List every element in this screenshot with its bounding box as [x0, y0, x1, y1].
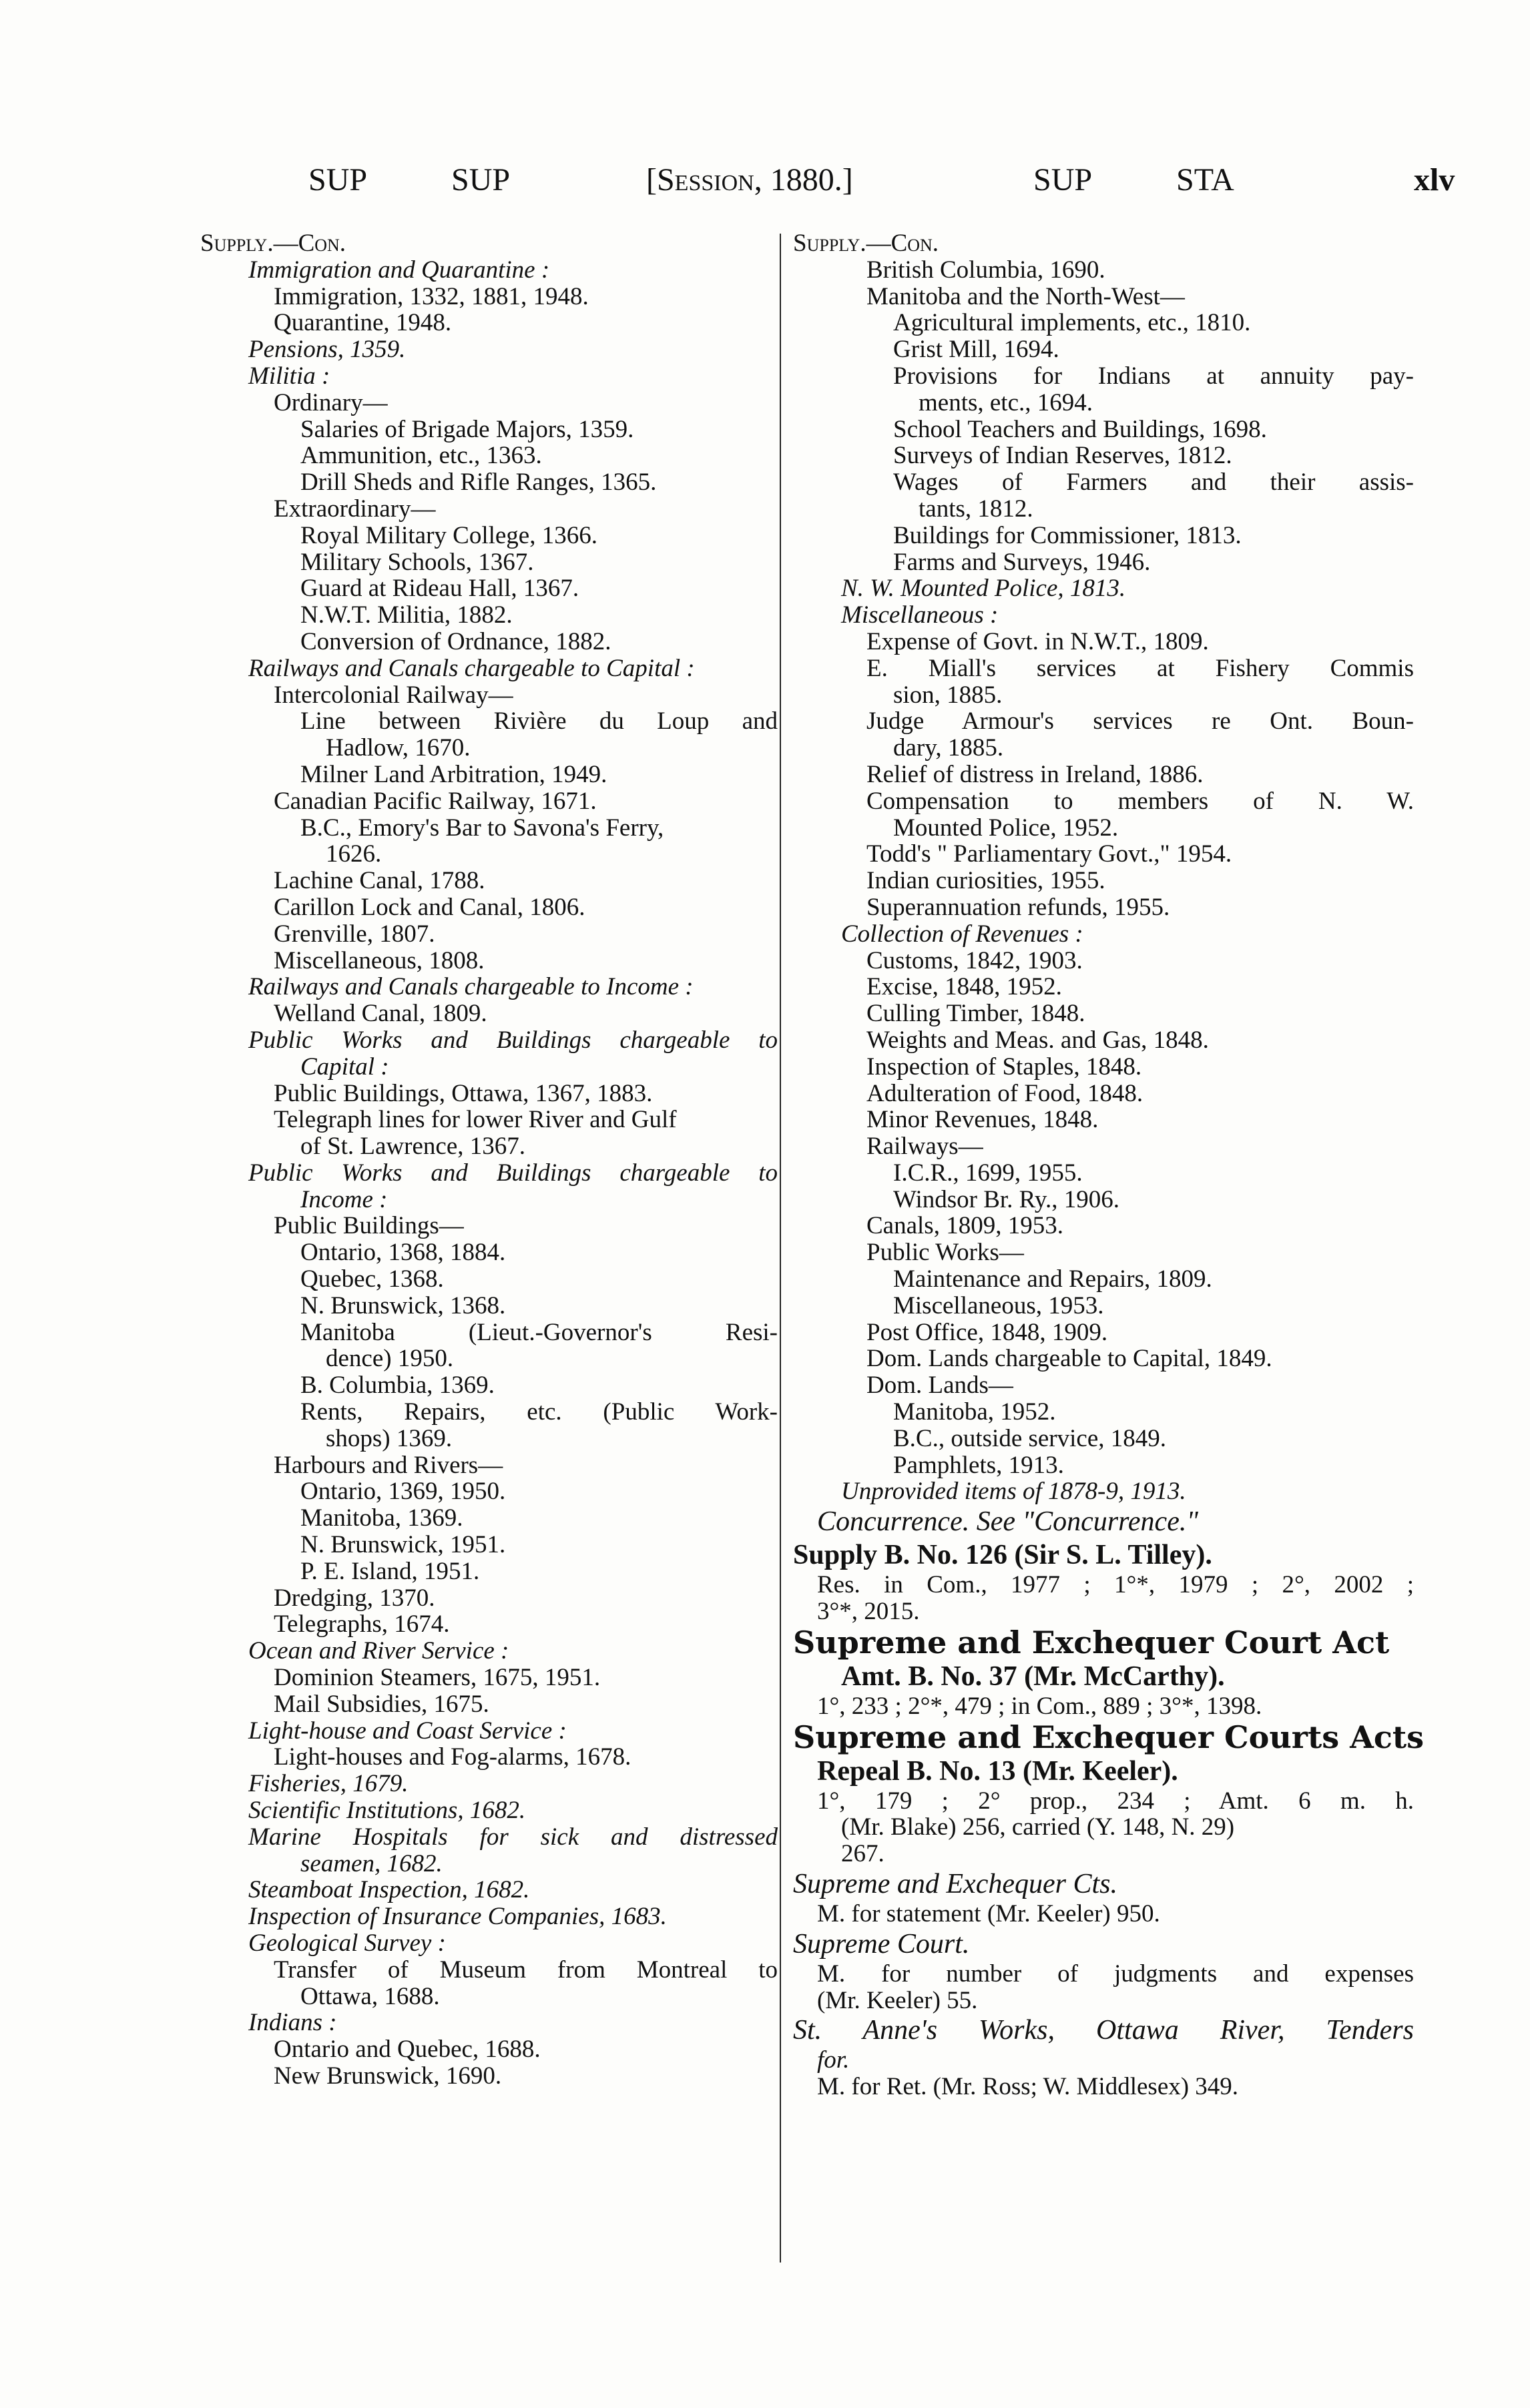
right-index-line: Minor Revenues, 1848.	[866, 1106, 1099, 1134]
left-index-line: Quarantine, 1948.	[274, 309, 452, 337]
left-index-line: Harbours and Rivers—	[274, 1451, 503, 1479]
right-column	[793, 230, 1425, 2101]
right-index-line: 1°, 179 ; 2° prop., 234 ; Amt. 6 m. h.	[817, 1787, 1414, 1815]
left-index-line: 1626.	[326, 840, 382, 868]
right-index-line: M. for statement (Mr. Keeler) 950.	[817, 1900, 1160, 1928]
right-index-line: Manitoba, 1952.	[893, 1398, 1056, 1426]
left-index-line: Public Buildings, Ottawa, 1367, 1883.	[274, 1079, 653, 1107]
left-index-line: of St. Lawrence, 1367.	[300, 1133, 526, 1161]
left-index-line: Public Works and Buildings chargeable to	[248, 1159, 778, 1187]
right-index-line: Excise, 1848, 1952.	[866, 973, 1062, 1001]
right-index-line: Res. in Com., 1977 ; 1°*, 1979 ; 2°, 2002 ;	[817, 1571, 1414, 1599]
left-index-line: Geological Survey :	[248, 1929, 446, 1957]
right-index-line: Todd's " Parliamentary Govt.," 1954.	[866, 840, 1232, 868]
left-index-line: seamen, 1682.	[300, 1849, 443, 1877]
left-index-line: Militia :	[248, 362, 330, 390]
left-index-line: Public Buildings—	[274, 1212, 464, 1240]
running-header	[0, 162, 1530, 208]
left-index-line: Royal Military College, 1366.	[300, 521, 597, 549]
left-index-line: Mail Subsidies, 1675.	[274, 1690, 489, 1718]
left-index-line: Pensions, 1359.	[248, 336, 406, 364]
left-index-line: Income :	[300, 1185, 388, 1213]
left-index-line: Ottawa, 1688.	[300, 1982, 440, 2010]
left-index-line: Steamboat Inspection, 1682.	[248, 1876, 530, 1904]
right-index-line: Provisions for Indians at annuity pay-	[893, 362, 1414, 390]
left-index-line: Telegraph lines for lower River and Gulf	[274, 1106, 677, 1134]
left-index-line: Dominion Steamers, 1675, 1951.	[274, 1664, 601, 1692]
right-index-line: Superannuation refunds, 1955.	[866, 893, 1170, 921]
left-column	[200, 230, 778, 2090]
left-index-line: Manitoba, 1369.	[300, 1504, 463, 1532]
left-index-line: Ontario, 1368, 1884.	[300, 1239, 506, 1267]
right-index-line: Wages of Farmers and their assis-	[893, 469, 1414, 497]
right-index-line: B.C., outside service, 1849.	[893, 1424, 1167, 1452]
header-left-2: SUP	[451, 162, 511, 198]
right-index-line: Repeal B. No. 13 (Mr. Keeler).	[817, 1755, 1178, 1787]
right-index-line: 267.	[841, 1840, 884, 1868]
left-index-line: Hadlow, 1670.	[326, 734, 471, 762]
right-index-line: Customs, 1842, 1903.	[866, 946, 1083, 974]
left-index-line: Supply.—Con.	[200, 230, 346, 257]
left-index-line: Rents, Repairs, etc. (Public Work-	[300, 1398, 778, 1426]
right-index-line: Dom. Lands chargeable to Capital, 1849.	[866, 1345, 1272, 1373]
left-index-line: Ocean and River Service :	[248, 1637, 509, 1665]
right-index-line: N. W. Mounted Police, 1813.	[841, 575, 1126, 603]
right-index-line: Adulteration of Food, 1848.	[866, 1079, 1143, 1107]
left-index-line: Telegraphs, 1674.	[274, 1610, 450, 1638]
right-index-line: Indian curiosities, 1955.	[866, 867, 1105, 895]
left-index-line: New Brunswick, 1690.	[274, 2062, 502, 2090]
header-right-2: STA	[1176, 162, 1234, 198]
left-index-line: Light-house and Coast Service :	[248, 1717, 567, 1745]
right-index-line: (Mr. Blake) 256, carried (Y. 148, N. 29)	[841, 1813, 1235, 1841]
right-index-line: Windsor Br. Ry., 1906.	[893, 1185, 1119, 1213]
left-index-line: Drill Sheds and Rifle Ranges, 1365.	[300, 469, 657, 497]
header-session: [Session, 1880.]	[646, 162, 853, 198]
right-index-line: Unprovided items of 1878-9, 1913.	[841, 1478, 1186, 1506]
right-index-line: E. Miall's services at Fishery Commis	[866, 654, 1414, 682]
left-index-line: P. E. Island, 1951.	[300, 1557, 480, 1585]
left-index-line: Salaries of Brigade Majors, 1359.	[300, 415, 634, 443]
right-index-line: Collection of Revenues :	[841, 920, 1083, 948]
left-index-line: Light-houses and Fog-alarms, 1678.	[274, 1743, 631, 1771]
right-index-line: Expense of Govt. in N.W.T., 1809.	[866, 627, 1209, 655]
right-index-line: M. for Ret. (Mr. Ross; W. Middlesex) 349.	[817, 2073, 1239, 2101]
right-index-line: Weights and Meas. and Gas, 1848.	[866, 1026, 1209, 1054]
right-index-line: Miscellaneous, 1953.	[893, 1291, 1104, 1319]
right-index-line: I.C.R., 1699, 1955.	[893, 1159, 1083, 1187]
left-index-line: Dredging, 1370.	[274, 1584, 435, 1612]
right-index-line: Supreme and Exchequer Cts.	[793, 1869, 1117, 1900]
left-index-line: N. Brunswick, 1951.	[300, 1531, 506, 1559]
left-index-line: Ontario, 1369, 1950.	[300, 1478, 506, 1506]
left-index-line: Grenville, 1807.	[274, 920, 435, 948]
left-index-line: Quebec, 1368.	[300, 1265, 444, 1293]
left-index-line: N. Brunswick, 1368.	[300, 1291, 506, 1319]
left-index-line: Lachine Canal, 1788.	[274, 867, 485, 895]
left-index-line: Manitoba (Lieut.-Governor's Resi-	[300, 1318, 778, 1346]
left-index-line: Guard at Rideau Hall, 1367.	[300, 575, 579, 603]
left-index-line: Conversion of Ordnance, 1882.	[300, 627, 611, 655]
left-index-line: B. Columbia, 1369.	[300, 1372, 495, 1400]
right-index-line: Mounted Police, 1952.	[893, 814, 1119, 842]
right-index-line: Maintenance and Repairs, 1809.	[893, 1265, 1212, 1293]
right-index-line: Inspection of Staples, 1848.	[866, 1052, 1142, 1081]
left-index-line: Milner Land Arbitration, 1949.	[300, 760, 607, 788]
right-index-line: Farms and Surveys, 1946.	[893, 548, 1151, 576]
left-index-line: Ammunition, etc., 1363.	[300, 442, 542, 470]
right-index-line: Supply B. No. 126 (Sir S. L. Tilley).	[793, 1540, 1212, 1571]
right-index-line: Surveys of Indian Reserves, 1812.	[893, 442, 1232, 470]
right-index-line: 1°, 233 ; 2°*, 479 ; in Com., 889 ; 3°*, 1398.	[817, 1692, 1262, 1720]
right-index-line: Public Works—	[866, 1239, 1024, 1267]
right-index-line: Relief of distress in Ireland, 1886.	[866, 760, 1204, 788]
left-index-line: Welland Canal, 1809.	[274, 1000, 487, 1028]
right-index-line: dary, 1885.	[893, 734, 1004, 762]
left-index-line: Extraordinary—	[274, 495, 436, 523]
left-index-line: Transfer of Museum from Montreal to	[274, 1955, 778, 1984]
left-index-line: Line between Rivière du Loup and	[300, 707, 778, 735]
right-index-line: sion, 1885.	[893, 681, 1003, 709]
right-index-line: Dom. Lands—	[866, 1372, 1013, 1400]
left-index-line: Railways and Canals chargeable to Capital :	[248, 654, 695, 682]
left-index-line: Indians :	[248, 2009, 337, 2037]
right-index-line: Grist Mill, 1694.	[893, 336, 1059, 364]
left-index-line: Public Works and Buildings chargeable to	[248, 1026, 778, 1054]
left-index-line: Ordinary—	[274, 388, 388, 416]
right-index-line: Supply.—Con.	[793, 230, 939, 257]
left-index-line: dence) 1950.	[326, 1345, 454, 1373]
right-index-line: 3°*, 2015.	[817, 1598, 920, 1626]
left-index-line: Miscellaneous, 1808.	[274, 946, 485, 974]
right-index-line: Supreme and Exchequer Court Act	[793, 1624, 1390, 1661]
right-index-line: Miscellaneous :	[841, 601, 999, 629]
left-index-line: B.C., Emory's Bar to Savona's Ferry,	[300, 814, 664, 842]
right-index-line: ments, etc., 1694.	[919, 388, 1093, 416]
column-divider	[780, 234, 781, 2263]
right-index-line: Culling Timber, 1848.	[866, 1000, 1085, 1028]
right-index-line: St. Anne's Works, Ottawa River, Tenders	[793, 2015, 1414, 2046]
left-index-line: Carillon Lock and Canal, 1806.	[274, 893, 585, 921]
right-index-line: Concurrence. See "Concurrence."	[817, 1506, 1198, 1538]
right-index-line: Supreme and Exchequer Courts Acts	[793, 1719, 1425, 1755]
right-index-line: Agricultural implements, etc., 1810.	[893, 309, 1251, 337]
right-index-line: Supreme Court.	[793, 1928, 970, 1960]
left-index-line: Immigration and Quarantine :	[248, 256, 550, 284]
left-index-line: N.W.T. Militia, 1882.	[300, 601, 513, 629]
left-index-line: Canadian Pacific Railway, 1671.	[274, 787, 597, 815]
right-index-line: Post Office, 1848, 1909.	[866, 1318, 1108, 1346]
right-index-line: Pamphlets, 1913.	[893, 1451, 1064, 1479]
left-index-line: Railways and Canals chargeable to Income :	[248, 973, 694, 1001]
left-index-line: Military Schools, 1367.	[300, 548, 534, 576]
left-index-line: shops) 1369.	[326, 1424, 453, 1452]
left-index-line: Immigration, 1332, 1881, 1948.	[274, 282, 589, 310]
right-index-line: British Columbia, 1690.	[866, 256, 1105, 284]
right-index-line: (Mr. Keeler) 55.	[817, 1986, 978, 2014]
right-index-line: Canals, 1809, 1953.	[866, 1212, 1063, 1240]
left-index-line: Fisheries, 1679.	[248, 1770, 409, 1798]
left-index-line: Capital :	[300, 1052, 389, 1081]
right-index-line: M. for number of judgments and expenses	[817, 1960, 1414, 1988]
page-number: xlv	[1414, 162, 1455, 198]
right-index-line: School Teachers and Buildings, 1698.	[893, 415, 1267, 443]
header-right-1: SUP	[1033, 162, 1093, 198]
right-index-line: tants, 1812.	[919, 495, 1033, 523]
right-index-line: Compensation to members of N. W.	[866, 787, 1414, 815]
right-index-line: Buildings for Commissioner, 1813.	[893, 521, 1242, 549]
right-index-line: Railways—	[866, 1133, 983, 1161]
header-left-1: SUP	[308, 162, 368, 198]
left-index-line: Marine Hospitals for sick and distressed	[248, 1823, 778, 1851]
left-index-line: Scientific Institutions, 1682.	[248, 1797, 526, 1825]
right-index-line: for.	[817, 2046, 850, 2074]
left-index-line: Inspection of Insurance Companies, 1683.	[248, 1903, 667, 1931]
left-index-line: Intercolonial Railway—	[274, 681, 513, 709]
left-index-line: Ontario and Quebec, 1688.	[274, 2036, 541, 2064]
right-index-line: Amt. B. No. 37 (Mr. McCarthy).	[841, 1661, 1225, 1692]
right-index-line: Judge Armour's services re Ont. Boun-	[866, 707, 1414, 735]
right-index-line: Manitoba and the North-West—	[866, 282, 1185, 310]
